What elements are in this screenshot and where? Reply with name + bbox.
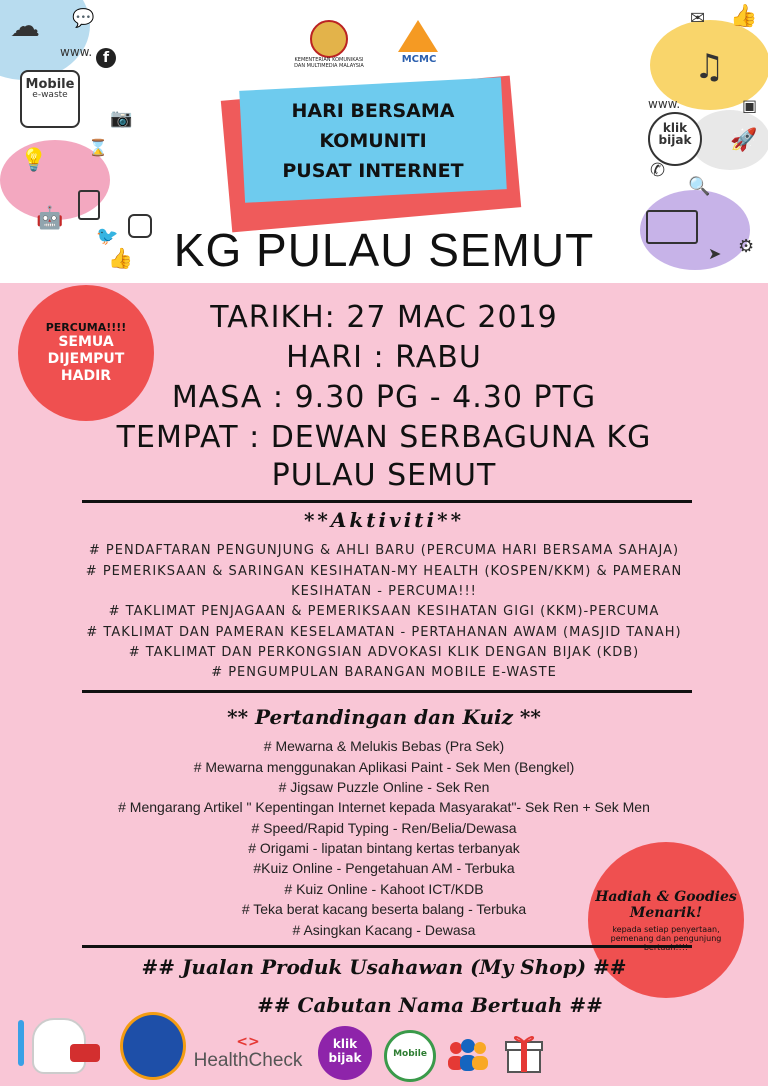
lightbulb-icon: 💡: [20, 148, 48, 173]
kuiz-title: ** Pertandingan dan Kuiz **: [227, 705, 541, 729]
www-left-text: www.: [60, 45, 93, 59]
aktiviti-item: # TAKLIMAT PENJAGAAN & PEMERIKSAAN KESIHATAN GIGI (KKM)-PERCUMA: [108, 604, 660, 619]
cloud-icon: ☁: [10, 9, 40, 44]
image-icon: ▣: [742, 96, 758, 115]
aktiviti-item: # PENDAFTARAN PENGUNJUNG & AHLI BARU (PERCUMA HARI BERSAMA SAHAJA): [88, 543, 680, 558]
badge-semua: SEMUA: [58, 334, 114, 350]
rocket-icon: 🚀: [730, 128, 758, 153]
divider-3: [82, 945, 692, 948]
banner-line-1: HARI BERSAMA: [291, 100, 455, 122]
mcmc-label: MCMC: [401, 54, 437, 65]
mobile-ewaste-logo-label: Mobile: [393, 1049, 427, 1059]
comment-icon: 💬: [72, 8, 95, 29]
header-banner: [0, 0, 768, 283]
healthcheck-logo: [188, 1034, 308, 1072]
badge-percuma: PERCUMA!!!!: [45, 321, 127, 334]
ministry-caption: KEMENTERIAN KOMUNIKASI DAN MULTIMEDIA MALAYSIA: [294, 57, 364, 69]
event-day: HARI : RABU: [286, 340, 482, 375]
whatsapp-icon: ✆: [650, 160, 666, 181]
kuiz-item: # Jigsaw Puzzle Online - Sek Ren: [278, 779, 490, 795]
aktiviti-item: KESIHATAN - PERCUMA!!!: [291, 584, 477, 599]
mobile-ewaste-line2: e-waste: [32, 90, 68, 100]
prize-title-line2: Menarik!: [629, 904, 703, 921]
thumbs-up-right-icon: 👍: [730, 4, 758, 29]
www-right-text: www.: [648, 97, 681, 111]
badge-dijemput: DIJEMPUT: [47, 351, 125, 367]
badge-hadir: HADIR: [60, 368, 112, 384]
kuiz-item: # Teka berat kacang beserta balang - Terbuka: [241, 901, 527, 917]
klik-bijak-line2: bijak: [328, 1051, 362, 1065]
klik-bijak-logo: [318, 1026, 372, 1080]
camera-icon: 📷: [110, 108, 133, 129]
kuiz-item: # Mewarna menggunakan Aplikasi Paint - Sek Men (Bengkel): [193, 759, 575, 775]
page-title: KG PULAU SEMUT: [173, 224, 595, 276]
hourglass-icon: ⌛: [88, 138, 108, 157]
klik-bijak-badge: [648, 112, 702, 166]
malaysia-emblem-icon: [310, 20, 348, 58]
kuiz-item: # Speed/Rapid Typing - Ren/Belia/Dewasa: [251, 820, 517, 836]
jualan-line: ## Jualan Produk Usahawan (My Shop) ##: [141, 955, 627, 979]
kuiz-item: # Mengarang Artikel " Kepentingan Internet kepada Masyarakat"- Sek Ren + Sek Men: [118, 799, 650, 815]
gift-icon: [504, 1032, 544, 1074]
cabutan-line: ## Cabutan Nama Bertuah ##: [257, 993, 603, 1017]
search-icon: 🔍: [688, 176, 711, 197]
event-time: MASA : 9.30 PG - 4.30 PTG: [171, 380, 597, 415]
klik-bijak-line1: klik: [332, 1037, 358, 1051]
mobile-ewaste-logo: [384, 1030, 436, 1082]
thumbs-up-left-icon: 👍: [108, 246, 133, 270]
aktiviti-item: # TAKLIMAT DAN PERKONGSIAN ADVOKASI KLIK DENGAN BIJAK (KDB): [128, 645, 640, 660]
prize-sub-line1: kepada setiap penyertaan,: [612, 924, 720, 934]
program-banner: [220, 70, 530, 220]
klik-line1: klik: [662, 121, 688, 135]
event-venue-line1: TEMPAT : DEWAN SERBAGUNA KG: [116, 420, 652, 455]
cursor-icon: ➤: [708, 244, 722, 263]
event-date: TARIKH: 27 MAC 2019: [210, 300, 558, 335]
kuiz-item: # Asingkan Kacang - Dewasa: [292, 922, 476, 938]
kuiz-item: # Mewarna & Melukis Bebas (Pra Sek): [263, 738, 505, 754]
mobile-ewaste-icon: [20, 70, 80, 128]
event-venue-line2: PULAU SEMUT: [271, 458, 497, 493]
prize-sub-line2: pemenang dan pengunjung: [610, 933, 722, 943]
klik-line2: bijak: [658, 133, 692, 147]
banner-text: [242, 96, 504, 186]
aktiviti-item: # PEMERIKSAAN & SARINGAN KESIHATAN-MY HEALTH (KOSPEN/KKM) & PAMERAN: [85, 564, 683, 579]
tablet-icon: [78, 190, 100, 220]
facebook-icon: f: [96, 48, 116, 68]
community-group-icon: [444, 1038, 492, 1080]
civil-defence-logo-icon: [120, 1012, 186, 1080]
twitter-icon: 🐦: [96, 226, 119, 247]
tooth-mascot-icon: [10, 1012, 100, 1078]
kuiz-item: # Kuiz Online - Kahoot ICT/KDB: [284, 881, 484, 897]
prize-title-line1: Hadiah & Goodies: [595, 888, 737, 905]
divider-1: [82, 500, 692, 503]
music-note-icon: ♫: [694, 47, 725, 87]
robot-icon: 🤖: [36, 206, 64, 231]
envelope-icon: ✉: [690, 8, 706, 29]
aktiviti-item: # PENGUMPULAN BARANGAN MOBILE E-WASTE: [211, 665, 557, 680]
mcmc-logo-icon: [398, 20, 438, 52]
kuiz-item: #Kuiz Online - Pengetahuan AM - Terbuka: [253, 860, 515, 876]
mobile-ewaste-line1: Mobile: [25, 77, 75, 92]
divider-2: [82, 690, 692, 693]
banner-line-3: PUSAT INTERNET: [282, 160, 464, 182]
kuiz-item: # Origami - lipatan bintang kertas terbanyak: [248, 840, 520, 856]
aktiviti-title: **Aktiviti**: [303, 508, 465, 532]
aktiviti-item: # TAKLIMAT DAN PAMERAN KESELAMATAN - PERTAHANAN AWAM (MASJID TANAH): [86, 625, 682, 640]
gear-icon: ⚙: [738, 236, 755, 257]
healthcheck-label: HealthCheck: [193, 1050, 303, 1071]
banner-line-2: KOMUNITI: [319, 130, 427, 152]
heart-pulse-icon: <>: [236, 1034, 260, 1050]
